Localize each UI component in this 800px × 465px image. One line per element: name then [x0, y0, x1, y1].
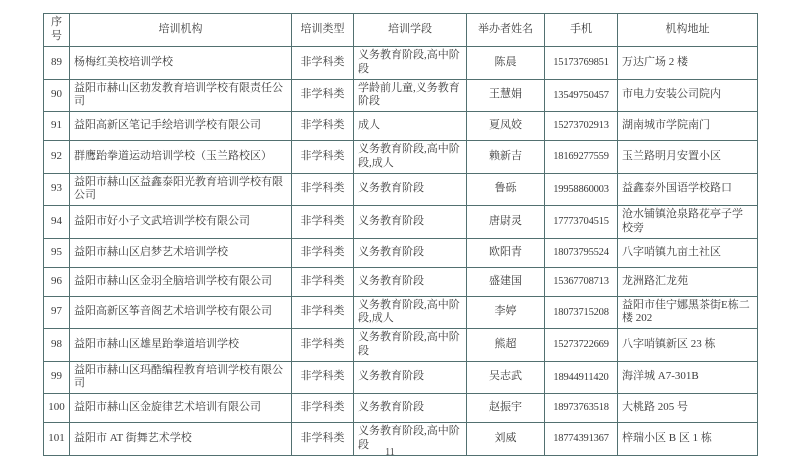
cell-organizer: 王慧娟: [467, 79, 545, 112]
cell-stage: 义务教育阶段,高中阶段: [354, 47, 467, 80]
cell-organizer: 赖新吉: [467, 141, 545, 174]
cell-phone: 13549750457: [545, 79, 618, 112]
table-header-row: [44, 14, 758, 47]
cell-organizer: 唐尉灵: [467, 206, 545, 239]
col-header-stage: 培训学段: [354, 14, 467, 47]
col-header-address: 机构地址: [618, 14, 758, 47]
cell-phone: 18073715208: [545, 296, 618, 329]
cell-organizer: 赵振宇: [467, 394, 545, 423]
cell-stage: 义务教育阶段: [354, 267, 467, 296]
cell-address: 万达广场 2 楼: [618, 47, 758, 80]
cell-type: 非学科类: [292, 79, 354, 112]
cell-phone: 18944911420: [545, 361, 618, 394]
cell-no: 92: [44, 141, 70, 174]
cell-address: 梓瑞小区 B 区 1 栋: [618, 423, 758, 456]
table-row: [44, 329, 758, 362]
cell-address: 海洋城 A7-301B: [618, 361, 758, 394]
cell-phone: 18073795524: [545, 238, 618, 267]
cell-address: 市电力安装公司院内: [618, 79, 758, 112]
cell-name: 杨梅红美校培训学校: [70, 47, 292, 80]
cell-no: 95: [44, 238, 70, 267]
col-header-type: 培训类型: [292, 14, 354, 47]
cell-organizer: 刘威: [467, 423, 545, 456]
cell-phone: 17773704515: [545, 206, 618, 239]
page-number: 11: [385, 447, 395, 458]
table-row: [44, 267, 758, 296]
col-header-organizer: 举办者姓名: [467, 14, 545, 47]
cell-name: 益阳市 AT 街舞艺术学校: [70, 423, 292, 456]
cell-type: 非学科类: [292, 361, 354, 394]
cell-organizer: 吴志武: [467, 361, 545, 394]
cell-no: 91: [44, 112, 70, 141]
cell-stage: 义务教育阶段: [354, 238, 467, 267]
cell-name: 益阳市赫山区雄星跆拳道培训学校: [70, 329, 292, 362]
table-row: [44, 141, 758, 174]
cell-name: 益阳高新区筝音阁艺术培训学校有限公司: [70, 296, 292, 329]
cell-name: 益阳市赫山区金羽全脑培训学校有限公司: [70, 267, 292, 296]
cell-phone: 15173769851: [545, 47, 618, 80]
cell-no: 97: [44, 296, 70, 329]
cell-type: 非学科类: [292, 423, 354, 456]
cell-phone: 18973763518: [545, 394, 618, 423]
cell-name: 益阳高新区笔记手绘培训学校有限公司: [70, 112, 292, 141]
cell-name: 益阳市赫山区益鑫泰阳光教育培训学校有限公司: [70, 173, 292, 206]
cell-no: 101: [44, 423, 70, 456]
cell-address: 沧水铺镇沧泉路花亭子学校旁: [618, 206, 758, 239]
table-row: [44, 79, 758, 112]
col-header-phone: 手机: [545, 14, 618, 47]
cell-organizer: 盛建国: [467, 267, 545, 296]
cell-name: 益阳市赫山区勃发教育培训学校有限责任公司: [70, 79, 292, 112]
cell-address: 玉兰路明月安置小区: [618, 141, 758, 174]
training-institutions-table: [43, 13, 758, 456]
cell-no: 90: [44, 79, 70, 112]
cell-stage: 义务教育阶段: [354, 361, 467, 394]
cell-organizer: 欧阳青: [467, 238, 545, 267]
cell-address: 大桃路 205 号: [618, 394, 758, 423]
cell-name: 群鹰跆拳道运动培训学校（玉兰路校区）: [70, 141, 292, 174]
cell-phone: 18774391367: [545, 423, 618, 456]
cell-phone: 19958860003: [545, 173, 618, 206]
cell-type: 非学科类: [292, 112, 354, 141]
cell-address: 益鑫泰外国语学校路口: [618, 173, 758, 206]
cell-name: 益阳市赫山区玛酷编程教育培训学校有限公司: [70, 361, 292, 394]
cell-stage: 成人: [354, 112, 467, 141]
cell-type: 非学科类: [292, 296, 354, 329]
cell-stage: 义务教育阶段,高中阶段: [354, 329, 467, 362]
table-row: [44, 173, 758, 206]
cell-organizer: 陈晨: [467, 47, 545, 80]
cell-stage: 义务教育阶段: [354, 173, 467, 206]
cell-type: 非学科类: [292, 206, 354, 239]
cell-stage: 义务教育阶段,高中阶段,成人: [354, 296, 467, 329]
cell-stage: 义务教育阶段,高中阶段,成人: [354, 141, 467, 174]
cell-address: 益阳市佳宁娜黑茶街E栋二楼 202: [618, 296, 758, 329]
cell-organizer: 夏凤姣: [467, 112, 545, 141]
table-row: [44, 238, 758, 267]
cell-phone: 15367708713: [545, 267, 618, 296]
cell-no: 94: [44, 206, 70, 239]
cell-organizer: 熊超: [467, 329, 545, 362]
cell-address: 八字哨镇九亩土社区: [618, 238, 758, 267]
cell-address: 龙洲路汇龙苑: [618, 267, 758, 296]
cell-stage: 义务教育阶段: [354, 394, 467, 423]
cell-type: 非学科类: [292, 238, 354, 267]
cell-name: 益阳市赫山区启梦艺术培训学校: [70, 238, 292, 267]
table-row: [44, 394, 758, 423]
cell-address: 八字哨镇新区 23 栋: [618, 329, 758, 362]
table-row: [44, 361, 758, 394]
table-row: [44, 112, 758, 141]
cell-stage: 学龄前儿童,义务教育阶段: [354, 79, 467, 112]
cell-phone: 15273702913: [545, 112, 618, 141]
cell-phone: 15273722669: [545, 329, 618, 362]
cell-type: 非学科类: [292, 141, 354, 174]
cell-no: 99: [44, 361, 70, 394]
cell-no: 100: [44, 394, 70, 423]
cell-type: 非学科类: [292, 47, 354, 80]
cell-no: 93: [44, 173, 70, 206]
cell-organizer: 李婷: [467, 296, 545, 329]
cell-stage: 义务教育阶段: [354, 206, 467, 239]
col-header-no: 序号: [44, 14, 70, 47]
col-header-institution: 培训机构: [70, 14, 292, 47]
table-row: [44, 296, 758, 329]
cell-name: 益阳市赫山区金旋律艺术培训有限公司: [70, 394, 292, 423]
table-row: [44, 206, 758, 239]
cell-name: 益阳市好小子文武培训学校有限公司: [70, 206, 292, 239]
cell-type: 非学科类: [292, 267, 354, 296]
cell-type: 非学科类: [292, 329, 354, 362]
cell-stage: 义务教育阶段,高中阶段: [354, 423, 467, 456]
cell-no: 89: [44, 47, 70, 80]
cell-address: 湖南城市学院南门: [618, 112, 758, 141]
cell-organizer: 鲁砾: [467, 173, 545, 206]
cell-type: 非学科类: [292, 394, 354, 423]
cell-no: 98: [44, 329, 70, 362]
cell-type: 非学科类: [292, 173, 354, 206]
cell-no: 96: [44, 267, 70, 296]
cell-phone: 18169277559: [545, 141, 618, 174]
table-row: [44, 47, 758, 80]
